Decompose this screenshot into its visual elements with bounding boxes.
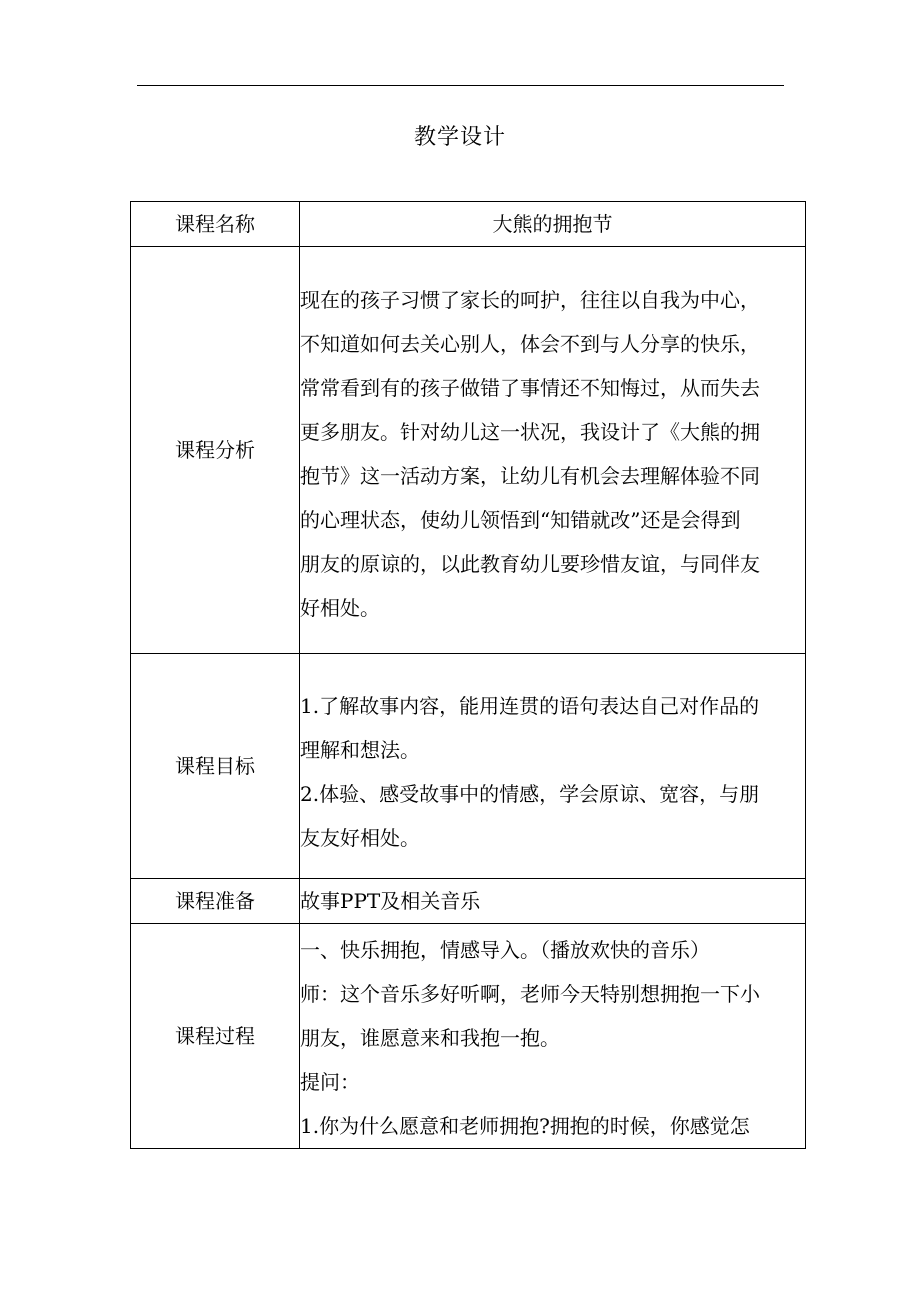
- text-line: 更多朋友。针对幼儿这一状况，我设计了《大熊的拥: [300, 420, 760, 444]
- text-line: 1.了解故事内容，能用连贯的语句表达自己对作品的: [300, 694, 760, 718]
- row-course-analysis: [131, 247, 806, 654]
- document-title: 教学设计: [413, 125, 506, 150]
- text-line: 师：这个音乐多好听啊，老师今天特别想拥抱一下小: [300, 982, 760, 1006]
- label-course-analysis: 课程分析: [131, 247, 300, 654]
- text-line: 好相处。: [300, 596, 380, 620]
- row-course-goals: [131, 654, 806, 879]
- text-line: 不知道如何去关心别人，体会不到与人分享的快乐，: [300, 332, 760, 356]
- text-line: 故事PPT及相关音乐: [300, 889, 481, 913]
- text-line: 朋友，谁愿意来和我抱一抱。: [300, 1026, 560, 1050]
- value-course-process: [300, 924, 806, 1149]
- text-line: 1.你为什么愿意和老师拥抱?拥抱的时候，你感觉怎: [300, 1114, 750, 1138]
- label-course-name: 课程名称: [131, 202, 300, 247]
- row-course-name: [131, 202, 806, 247]
- text-line: 抱节》这一活动方案，让幼儿有机会去理解体验不同: [300, 464, 760, 488]
- header-rule: [137, 85, 784, 86]
- label-course-process: 课程过程: [131, 924, 300, 1149]
- text-line: 的心理状态，使幼儿领悟到“知错就改”还是会得到: [300, 508, 741, 532]
- value-course-preparation: [300, 879, 806, 924]
- text-line: 提问：: [300, 1070, 360, 1094]
- text-line: 朋友的原谅的，以此教育幼儿要珍惜友谊，与同伴友: [300, 552, 760, 576]
- label-course-preparation: 课程准备: [131, 879, 300, 924]
- text-line: 2.体验、感受故事中的情感，学会原谅、宽容，与朋: [300, 782, 760, 806]
- text-line: 理解和想法。: [300, 738, 420, 762]
- value-course-analysis: [300, 247, 806, 654]
- text-line: 一、快乐拥抱，情感导入。（播放欢快的音乐）: [300, 938, 710, 962]
- text-line: 常常看到有的孩子做错了事情还不知悔过，从而失去: [300, 376, 760, 400]
- value-course-name: 大熊的拥抱节: [300, 202, 806, 247]
- lesson-plan-table: [130, 201, 806, 1149]
- row-course-process: [131, 924, 806, 1149]
- text-line: 现在的孩子习惯了家长的呵护，往往以自我为中心，: [300, 288, 760, 312]
- value-course-goals: [300, 654, 806, 879]
- label-course-goals: 课程目标: [131, 654, 300, 879]
- text-line: 友友好相处。: [300, 826, 420, 850]
- row-course-preparation: [131, 879, 806, 924]
